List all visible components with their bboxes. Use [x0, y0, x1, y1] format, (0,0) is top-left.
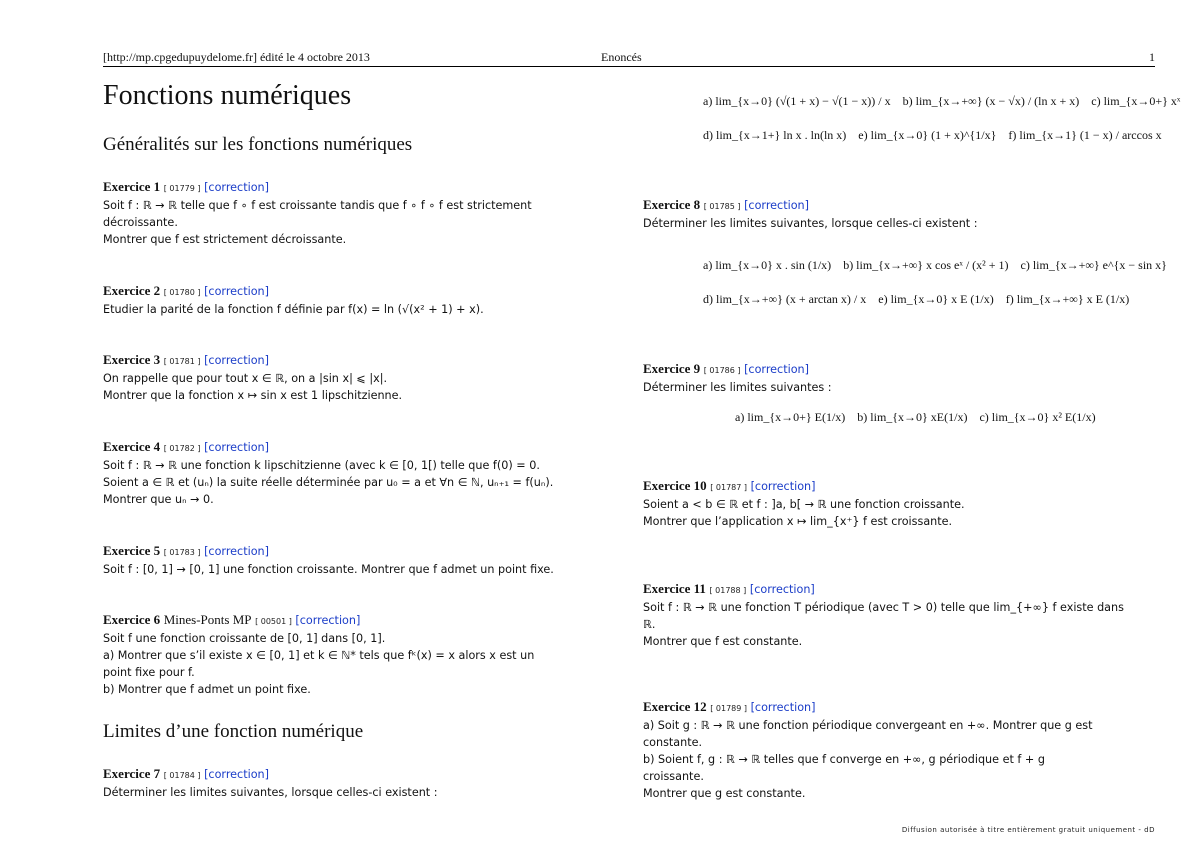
limit-expression: c) lim_{x→0+} xˣ — [1091, 94, 1181, 108]
ex7-limits-row-2 — [703, 128, 1162, 143]
exercise-id: [ 01782 ] — [163, 444, 201, 453]
exercise-text: Déterminer les limites suivantes : — [643, 381, 832, 394]
exercise-text: Etudier la parité de la fonction f définie par f(x) = ln (√(x² + 1) + x). — [103, 303, 484, 316]
section-title-generalites: Généralités sur les fonctions numériques — [103, 134, 413, 155]
exercise-text: ℝ. — [643, 618, 656, 631]
exercise-4 — [103, 438, 603, 508]
ex9-limits-row — [735, 410, 1096, 425]
exercise-text: Déterminer les limites suivantes, lorsque celles-ci existent : — [103, 786, 438, 799]
exercise-9 — [643, 360, 1155, 396]
exercise-id: [ 01784 ] — [163, 771, 201, 780]
exercise-6 — [103, 611, 603, 698]
exercise-12 — [643, 698, 1155, 802]
correction-link[interactable]: [correction] — [744, 199, 810, 212]
page-title: Fonctions numériques — [103, 80, 352, 111]
exercise-label: Exercice 12 — [643, 699, 707, 714]
exercise-id: [ 01781 ] — [163, 357, 201, 366]
exercise-8 — [643, 196, 1155, 232]
exercise-text: Montrer que uₙ → 0. — [103, 493, 214, 506]
exercise-text: Soient a ∈ ℝ et (uₙ) la suite réelle déterminée par u₀ = a et ∀n ∈ ℕ, uₙ₊₁ = f(uₙ). — [103, 476, 554, 489]
exercise-label: Exercice 4 — [103, 439, 161, 454]
exercise-label: Exercice 11 — [643, 581, 706, 596]
correction-link[interactable]: [correction] — [204, 181, 270, 194]
correction-link[interactable]: [correction] — [749, 583, 815, 596]
exercise-text: Montrer que f est strictement décroissante. — [103, 233, 347, 246]
exercise-label: Exercice 5 — [103, 543, 161, 558]
exercise-text: b) Soient f, g : ℝ → ℝ telles que f converge en +∞, g périodique et f + g — [643, 753, 1045, 766]
exercise-5 — [103, 542, 603, 578]
exercise-id: [ 01786 ] — [703, 366, 741, 375]
exercise-label: Exercice 1 — [103, 179, 161, 194]
exercise-label: Exercice 7 — [103, 766, 161, 781]
exercise-text: b) Montrer que f admet un point fixe. — [103, 683, 311, 696]
exercise-text: Soit f : ℝ → ℝ une fonction T périodique (avec T > 0) telle que lim_{+∞} f existe dans — [643, 601, 1124, 614]
limit-expression: f) lim_{x→+∞} x E (1/x) — [1005, 292, 1130, 306]
page-number: 1 — [1149, 50, 1155, 64]
exercise-text: Déterminer les limites suivantes, lorsque celles-ci existent : — [643, 217, 978, 230]
exercise-text: croissante. — [643, 770, 704, 783]
limit-expression: c) lim_{x→+∞} e^{x − sin x} — [1020, 258, 1167, 272]
page-header — [103, 50, 1155, 67]
exercise-label: Exercice 9 — [643, 361, 701, 376]
exercise-id: [ 01783 ] — [163, 548, 201, 557]
limit-expression: e) lim_{x→0} (1 + x)^{1/x} — [858, 128, 997, 142]
exercise-text: Montrer que f est constante. — [643, 635, 803, 648]
exercise-10 — [643, 477, 1155, 530]
exercise-11 — [643, 580, 1155, 650]
header-center: Enoncés — [601, 50, 642, 64]
exercise-text: Montrer que l’application x ↦ lim_{x⁺} f est croissante. — [643, 515, 953, 528]
exercise-label: Exercice 3 — [103, 352, 161, 367]
correction-link[interactable]: [correction] — [750, 701, 816, 714]
exercise-text: a) Soit g : ℝ → ℝ une fonction périodique convergeant en +∞. Montrer que g est — [643, 719, 1093, 732]
exercise-id: [ 01788 ] — [709, 586, 747, 595]
exercise-id: [ 01789 ] — [710, 704, 747, 713]
exercise-label: Exercice 10 — [643, 478, 707, 493]
limit-expression: a) lim_{x→0} (√(1 + x) − √(1 − x)) / x — [703, 94, 891, 108]
ex7-limits-row-1 — [703, 94, 1180, 109]
limit-expression: c) lim_{x→0} x² E(1/x) — [979, 410, 1096, 424]
exercise-label: Exercice 6 — [103, 612, 161, 627]
ex8-limits-row-1 — [703, 258, 1167, 273]
exercise-id: [ 01780 ] — [163, 288, 201, 297]
exercise-text: constante. — [643, 736, 703, 749]
exercise-text: point fixe pour f. — [103, 666, 195, 679]
exercise-text: Soient a < b ∈ ℝ et f : ]a, b[ → ℝ une fonction croissante. — [643, 498, 965, 511]
limit-expression: a) lim_{x→0+} E(1/x) — [735, 410, 846, 424]
correction-link[interactable]: [correction] — [750, 480, 816, 493]
limit-expression: d) lim_{x→1+} ln x . ln(ln x) — [703, 128, 847, 142]
exercise-7 — [103, 765, 603, 801]
correction-link[interactable]: [correction] — [204, 441, 270, 454]
exercise-id: [ 01779 ] — [163, 184, 201, 193]
exercise-text: décroissante. — [103, 216, 178, 229]
correction-link[interactable]: [correction] — [204, 285, 270, 298]
header-url: [http://mp.cpgedupuydelome.fr] édité le 4 octobre 2013 — [103, 50, 370, 64]
section-title-limites: Limites d’une fonction numérique — [103, 721, 364, 742]
limit-expression: d) lim_{x→+∞} (x + arctan x) / x — [703, 292, 867, 306]
ex8-limits-row-2 — [703, 292, 1129, 307]
exercise-id: [ 01785 ] — [703, 202, 741, 211]
limit-expression: b) lim_{x→+∞} (x − √x) / (ln x + x) — [902, 94, 1080, 108]
correction-link[interactable]: [correction] — [204, 768, 270, 781]
exercise-3 — [103, 351, 603, 404]
limit-expression: b) lim_{x→+∞} x cos eˣ / (x² + 1) — [843, 258, 1009, 272]
limit-expression: f) lim_{x→1} (1 − x) / arccos x — [1008, 128, 1162, 142]
limit-expression: e) lim_{x→0} x E (1/x) — [878, 292, 994, 306]
correction-link[interactable]: [correction] — [744, 363, 810, 376]
exercise-text: Montrer que la fonction x ↦ sin x est 1 lipschitzienne. — [103, 389, 403, 402]
exercise-label: Exercice 8 — [643, 197, 701, 212]
exercise-id: [ 01787 ] — [710, 483, 747, 492]
exercise-source: Mines-Ponts MP — [163, 612, 252, 627]
limit-expression: a) lim_{x→0} x . sin (1/x) — [703, 258, 832, 272]
exercise-1 — [103, 178, 603, 248]
exercise-text: a) Montrer que s’il existe x ∈ [0, 1] et k ∈ ℕ* tels que fᵏ(x) = x alors x est un — [103, 649, 535, 662]
correction-link[interactable]: [correction] — [204, 545, 270, 558]
exercise-text: On rappelle que pour tout x ∈ ℝ, on a |sin x| ⩽ |x|. — [103, 372, 388, 385]
page-footer: Diffusion autorisée à titre entièrement gratuit uniquement - dD — [901, 826, 1155, 834]
exercise-text: Soit f une fonction croissante de [0, 1] dans [0, 1]. — [103, 632, 386, 645]
exercise-label: Exercice 2 — [103, 283, 161, 298]
exercise-text: Soit f : ℝ → ℝ telle que f ∘ f est croissante tandis que f ∘ f ∘ f est strictement — [103, 199, 532, 212]
limit-expression: b) lim_{x→0} xE(1/x) — [857, 410, 968, 424]
exercise-text: Soit f : ℝ → ℝ une fonction k lipschitzienne (avec k ∈ [0, 1[) telle que f(0) = 0. — [103, 459, 540, 472]
exercise-text: Soit f : [0, 1] → [0, 1] une fonction croissante. Montrer que f admet un point fixe. — [103, 563, 554, 576]
exercise-2 — [103, 282, 603, 318]
correction-link[interactable]: [correction] — [204, 354, 270, 367]
exercise-id: [ 00501 ] — [255, 617, 292, 626]
exercise-text: Montrer que g est constante. — [643, 787, 806, 800]
correction-link[interactable]: [correction] — [295, 614, 361, 627]
